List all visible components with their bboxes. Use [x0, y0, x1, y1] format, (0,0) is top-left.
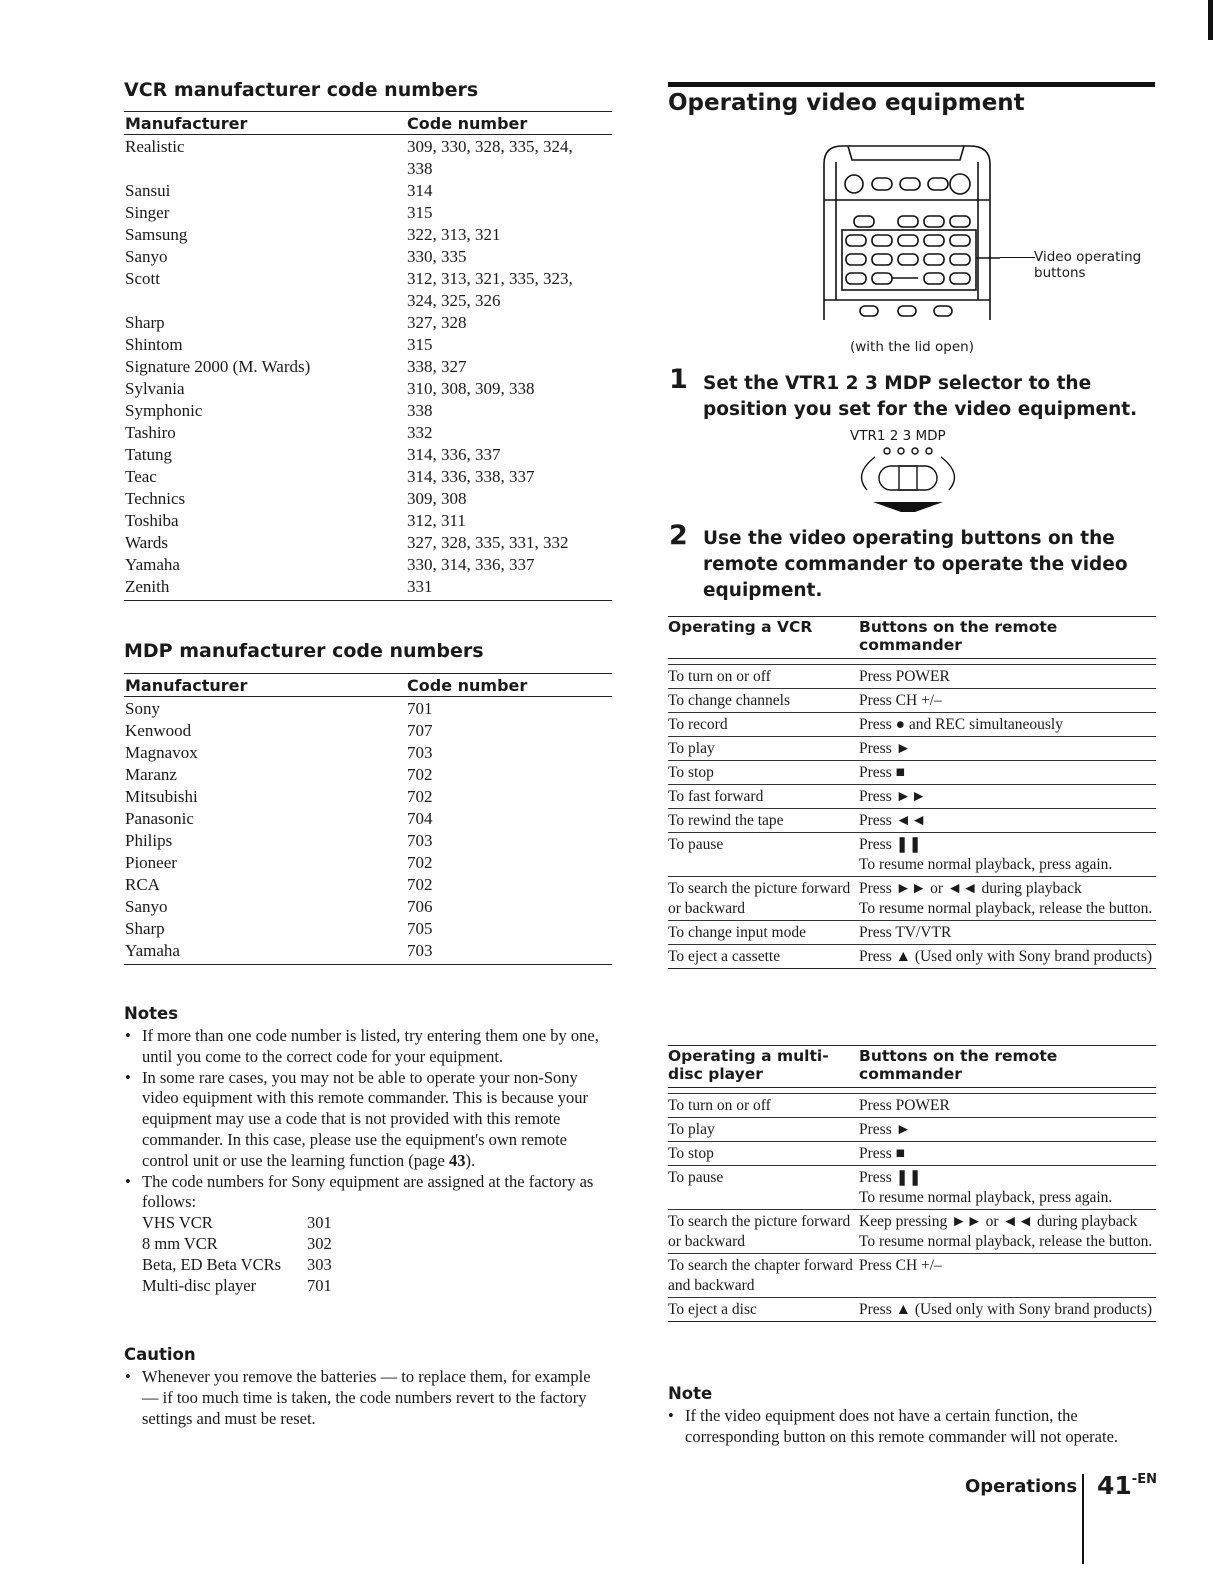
- operation-row: [668, 665, 1156, 689]
- vcr-code-table: [124, 111, 612, 601]
- vcr-codes-title: VCR manufacturer code numbers: [124, 79, 479, 101]
- code-cell: 314, 336, 337: [407, 445, 501, 464]
- table-row: [124, 466, 612, 488]
- mdp-codes-title: MDP manufacturer code numbers: [124, 640, 484, 662]
- code-cell: 338: [407, 401, 433, 420]
- operation-row: [668, 1254, 1156, 1298]
- operation-action: To rewind the tape: [668, 812, 784, 829]
- table-row: [124, 830, 612, 852]
- manufacturer-cell: Kenwood: [125, 721, 192, 740]
- button-instruction: Press ❚❚: [859, 1169, 922, 1186]
- code-cell: 703: [407, 831, 433, 850]
- button-instruction: Press CH +/–: [859, 692, 942, 709]
- equipment-name: Multi-disc player: [142, 1275, 257, 1295]
- vcr-operation-table: [668, 616, 1156, 969]
- manufacturer-cell: Scott: [125, 269, 160, 288]
- operation-action: To pause: [668, 836, 724, 853]
- note-title: Note: [668, 1384, 713, 1403]
- operation-row: [668, 1118, 1156, 1142]
- operation-buttons: [859, 715, 1156, 735]
- operation-buttons: [859, 1168, 1156, 1208]
- manufacturer-cell: Realistic: [125, 137, 185, 156]
- manufacturer-cell: Sansui: [125, 181, 171, 200]
- manufacturer-cell: Wards: [125, 533, 169, 552]
- operation-buttons: [859, 739, 1156, 759]
- operation-action: To play: [668, 740, 715, 757]
- code-cell: 330, 335: [407, 247, 467, 266]
- operating-vcr-header: Operating a VCR: [668, 618, 813, 636]
- operation-row: [668, 713, 1156, 737]
- manufacturer-cell: Pioneer: [125, 853, 177, 872]
- manufacturer-cell: Philips: [125, 831, 173, 850]
- button-instruction: Press TV/VTR: [859, 924, 952, 941]
- operation-buttons: [859, 879, 1156, 919]
- operation-action: To turn on or off: [668, 668, 771, 685]
- operation-row: [668, 1298, 1156, 1321]
- callout-line: [1000, 257, 1035, 258]
- code-cell: 703: [407, 941, 433, 960]
- manufacturer-cell: Samsung: [125, 225, 188, 244]
- operation-action: To pause: [668, 1169, 724, 1186]
- table-row: [124, 940, 612, 962]
- buttons-header: Buttons on the remote commander: [859, 618, 1058, 654]
- button-instruction: To resume normal playback, release the button.: [859, 1233, 1153, 1250]
- table-row: [124, 510, 612, 532]
- manufacturer-cell: Tatung: [125, 445, 172, 464]
- operation-action: To turn on or off: [668, 1097, 771, 1114]
- button-instruction: Press ◄◄: [859, 812, 927, 829]
- table-row: [124, 576, 612, 598]
- mdp-code-table-header: [124, 674, 612, 697]
- col-manufacturer: Manufacturer: [125, 114, 248, 133]
- footer-divider: [1082, 1474, 1084, 1564]
- manufacturer-cell: Technics: [125, 489, 186, 508]
- video-operating-buttons-callout: Video operating buttons: [1034, 249, 1142, 281]
- title-rule: [668, 82, 1155, 87]
- code-cell: 702: [407, 787, 433, 806]
- button-instruction: Press ■: [859, 1145, 905, 1162]
- button-instruction: Press ►: [859, 740, 911, 757]
- table-row: [124, 422, 612, 444]
- operation-buttons: [859, 1096, 1156, 1116]
- step-2-number: 2: [669, 520, 688, 551]
- code-cell: 702: [407, 853, 433, 872]
- button-instruction: Press ■: [859, 764, 905, 781]
- table-row: [124, 532, 612, 554]
- col-code-number: Code number: [407, 114, 528, 133]
- equipment-name: Beta, ED Beta VCRs: [142, 1254, 282, 1274]
- button-instruction: Keep pressing ►► or ◄◄ during playback: [859, 1213, 1138, 1230]
- manufacturer-cell: Magnavox: [125, 743, 198, 762]
- operation-buttons: [859, 691, 1156, 711]
- button-instruction: Press ● and REC simultaneously: [859, 716, 1063, 733]
- table-row: [124, 202, 612, 224]
- mdp-operation-table: [668, 1045, 1156, 1322]
- operation-row: [668, 809, 1156, 833]
- table-row: [124, 444, 612, 466]
- manufacturer-cell: Sanyo: [125, 897, 168, 916]
- button-instruction: Press CH +/–: [859, 1257, 942, 1274]
- operating-mdp-header: Operating a multi-disc player: [668, 1047, 829, 1083]
- operation-row: [668, 945, 1156, 968]
- footer-section: Operations: [965, 1476, 1078, 1497]
- table-row: [124, 224, 612, 246]
- table-row: [124, 720, 612, 742]
- operation-action: To stop: [668, 764, 714, 781]
- operation-action: To search the picture forward or backward: [668, 880, 851, 917]
- manufacturer-cell: Maranz: [125, 765, 177, 784]
- table-row: [124, 400, 612, 422]
- operation-buttons: [859, 1300, 1156, 1320]
- operation-action: To search the picture forward or backward: [668, 1213, 851, 1250]
- operation-buttons: [859, 835, 1156, 875]
- code-cell: 327, 328, 335, 331, 332: [407, 533, 569, 552]
- manufacturer-cell: Mitsubishi: [125, 787, 198, 806]
- operation-buttons: [859, 1120, 1156, 1140]
- button-instruction: Press POWER: [859, 1097, 950, 1114]
- code-cell: 707: [407, 721, 433, 740]
- code-cell: 327, 328: [407, 313, 467, 332]
- code-cell: 702: [407, 875, 433, 894]
- note-item: • The code numbers for Sony equipment are assigned at the factory as follows: VHS VCR 301 8 mm VCR 302 Beta, ED Beta VCRs 303 Multi-disc player 701: [125, 1172, 615, 1297]
- code-cell: 314, 336, 338, 337: [407, 467, 535, 486]
- buttons-header: Buttons on the remote commander: [859, 1047, 1058, 1083]
- button-instruction: Press ►►: [859, 788, 927, 805]
- operation-row: [668, 833, 1156, 877]
- operation-action: To record: [668, 716, 728, 733]
- page-number: $41^{-EN}$: [1097, 1471, 1157, 1500]
- caution-item: • Whenever you remove the batteries — to replace them, for example — if too much time is taken, the code numbers revert to the factory settings and must be reset.: [125, 1367, 610, 1429]
- code-cell: 314: [407, 181, 433, 200]
- equipment-code: 701: [307, 1275, 332, 1295]
- equipment-code: 302: [307, 1233, 332, 1253]
- table-row: [124, 356, 612, 378]
- manufacturer-cell: Sharp: [125, 313, 165, 332]
- button-instruction: To resume normal playback, press again.: [859, 1189, 1113, 1206]
- button-instruction: Press ▲ (Used only with Sony brand products): [859, 1301, 1153, 1318]
- operation-buttons: [859, 1212, 1156, 1252]
- manufacturer-cell: Sanyo: [125, 247, 168, 266]
- equipment-code: 301: [307, 1213, 332, 1233]
- manufacturer-cell: Zenith: [125, 577, 170, 596]
- manufacturer-cell: [124, 158, 407, 180]
- operation-row: [668, 1142, 1156, 1166]
- table-row: [124, 158, 612, 180]
- table-row: [124, 312, 612, 334]
- note-item: • If more than one code number is listed, try entering them one by one, until you come to the correct code for your equipment.: [125, 1026, 615, 1068]
- manufacturer-cell: RCA: [125, 875, 160, 894]
- table-row: [124, 488, 612, 510]
- operation-buttons: [859, 763, 1156, 783]
- button-instruction: Press POWER: [859, 668, 950, 685]
- table-row: [124, 698, 612, 720]
- operation-action: To eject a disc: [668, 1301, 757, 1318]
- page-title: Operating video equipment: [668, 90, 1025, 116]
- step-1-number: 1: [669, 364, 688, 395]
- code-cell: 704: [407, 809, 433, 828]
- code-cell: 706: [407, 897, 433, 916]
- table-row: [124, 290, 612, 312]
- table-row: [124, 764, 612, 786]
- operation-action: To fast forward: [668, 788, 764, 805]
- operation-action: To eject a cassette: [668, 948, 781, 965]
- operation-action: To stop: [668, 1145, 714, 1162]
- operation-row: [668, 737, 1156, 761]
- mdp-operation-table-header: [668, 1046, 1156, 1088]
- table-row: [124, 896, 612, 918]
- selector-switch-illustration: [845, 444, 965, 526]
- manufacturer-cell: Sharp: [125, 919, 165, 938]
- operation-action: To play: [668, 1121, 715, 1138]
- table-row: [124, 918, 612, 940]
- code-cell: 332: [407, 423, 433, 442]
- code-cell: 702: [407, 765, 433, 784]
- manufacturer-cell: Panasonic: [125, 809, 194, 828]
- manufacturer-cell: Yamaha: [125, 555, 180, 574]
- caution-title: Caution: [124, 1345, 196, 1364]
- manufacturer-cell: [124, 290, 407, 312]
- factory-codes: [142, 1213, 615, 1296]
- code-cell: 312, 311: [407, 511, 466, 530]
- operation-buttons: [859, 787, 1156, 807]
- selector-label: VTR1 2 3 MDP: [850, 428, 946, 444]
- notes-title: Notes: [124, 1004, 179, 1023]
- operation-row: [668, 921, 1156, 945]
- operation-row: [668, 689, 1156, 713]
- table-row: [124, 378, 612, 400]
- operation-row: [668, 1094, 1156, 1118]
- operation-action: To search the chapter forward and backward: [668, 1257, 853, 1294]
- equipment-name: VHS VCR: [142, 1213, 213, 1233]
- note-item: • In some rare cases, you may not be able to operate your non-Sony video equipment with this remote commander. This is because your equipment may use a code that is not provided with this remote commander. In this case, please use the equipment's own remote control unit or use the learning function (page 43).: [125, 1068, 615, 1172]
- operation-row: [668, 785, 1156, 809]
- vcr-operation-table-header: [668, 617, 1156, 659]
- note-list: [668, 1406, 1138, 1448]
- operation-buttons: [859, 811, 1156, 831]
- lid-caption: (with the lid open): [850, 339, 974, 355]
- manufacturer-cell: Signature 2000 (M. Wards): [125, 357, 311, 376]
- manufacturer-cell: Tashiro: [125, 423, 176, 442]
- operation-buttons: [859, 667, 1156, 687]
- table-row: [124, 268, 612, 290]
- step-1-text: Set the VTR1 2 3 MDP selector to the position you set for the video equipment.: [703, 373, 1138, 420]
- code-cell: 330, 314, 336, 337: [407, 555, 535, 574]
- code-cell: 310, 308, 309, 338: [407, 379, 535, 398]
- mdp-code-table: [124, 673, 612, 965]
- operation-row: [668, 877, 1156, 921]
- col-manufacturer: Manufacturer: [125, 676, 248, 695]
- code-cell: 322, 313, 321: [407, 225, 501, 244]
- equipment-code: 303: [307, 1254, 332, 1274]
- manufacturer-cell: Shintom: [125, 335, 183, 354]
- manufacturer-cell: Singer: [125, 203, 170, 222]
- manufacturer-cell: Symphonic: [125, 401, 203, 420]
- table-row: [124, 742, 612, 764]
- code-cell: 331: [407, 577, 433, 596]
- caution-list: [125, 1367, 610, 1429]
- button-instruction: Press ►► or ◄◄ during playback: [859, 880, 1082, 897]
- code-cell: 701: [407, 699, 433, 718]
- code-cell: 324, 325, 326: [407, 291, 501, 310]
- operation-buttons: [859, 1144, 1156, 1164]
- col-code-number: Code number: [407, 676, 528, 695]
- operation-buttons: [859, 923, 1156, 943]
- operation-action: To change channels: [668, 692, 791, 709]
- code-cell: 703: [407, 743, 433, 762]
- code-cell: 309, 308: [407, 489, 467, 508]
- operation-row: [668, 761, 1156, 785]
- table-row: [124, 786, 612, 808]
- operation-buttons: [859, 1256, 1156, 1296]
- manufacturer-cell: Toshiba: [125, 511, 179, 530]
- manufacturer-cell: Yamaha: [125, 941, 180, 960]
- vcr-code-table-header: [124, 112, 612, 135]
- code-cell: 338: [407, 159, 433, 178]
- code-cell: 315: [407, 335, 433, 354]
- code-cell: 338, 327: [407, 357, 467, 376]
- edge-mark: [1208, 0, 1213, 40]
- step-2-text: Use the video operating buttons on the remote commander to operate the video equipment.: [703, 528, 1128, 601]
- button-instruction: To resume normal playback, press again.: [859, 856, 1113, 873]
- code-cell: 309, 330, 328, 335, 324,: [407, 137, 573, 156]
- table-row: [124, 246, 612, 268]
- code-cell: 315: [407, 203, 433, 222]
- table-row: [124, 808, 612, 830]
- table-row: [124, 180, 612, 202]
- operation-buttons: [859, 947, 1156, 967]
- manufacturer-cell: Sylvania: [125, 379, 185, 398]
- button-instruction: Press ❚❚: [859, 836, 922, 853]
- table-row: [124, 554, 612, 576]
- operation-row: [668, 1210, 1156, 1254]
- operation-action: To change input mode: [668, 924, 806, 941]
- button-instruction: Press ▲ (Used only with Sony brand products): [859, 948, 1153, 965]
- table-row: [124, 334, 612, 356]
- code-cell: 705: [407, 919, 433, 938]
- code-cell: 312, 313, 321, 335, 323,: [407, 269, 573, 288]
- notes-list: [125, 1026, 615, 1296]
- equipment-name: 8 mm VCR: [142, 1233, 218, 1253]
- note-item: • If the video equipment does not have a certain function, the corresponding button on this remote commander will not operate.: [668, 1406, 1138, 1448]
- table-row: [124, 136, 612, 158]
- manufacturer-cell: Sony: [125, 699, 160, 718]
- operation-row: [668, 1166, 1156, 1210]
- remote-illustration: [820, 140, 1000, 322]
- manufacturer-cell: Teac: [125, 467, 157, 486]
- table-row: [124, 852, 612, 874]
- table-row: [124, 874, 612, 896]
- button-instruction: Press ►: [859, 1121, 911, 1138]
- button-instruction: To resume normal playback, release the button.: [859, 900, 1153, 917]
